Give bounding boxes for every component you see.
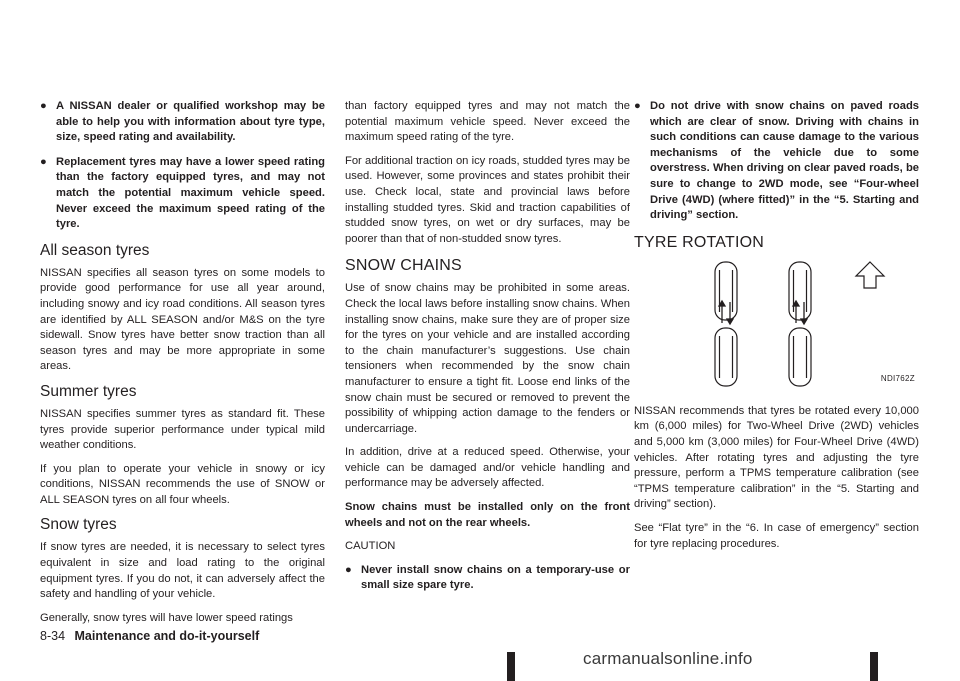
- heading-all-season-tyres: All season tyres: [40, 241, 150, 259]
- paragraph-chains-2: In addition, drive at a reduced speed. Otherwise, your vehicle can be damaged and/or vehicle handling and performance may be adversely affected.: [345, 446, 630, 490]
- bullet-replacement-speed: [40, 155, 325, 233]
- heading-tyre-rotation: TYRE ROTATION: [634, 233, 765, 251]
- paragraph-speed-continued: than factory equipped tyres and may not match the potential maximum vehicle speed. Never exceed the maximum speed rating of the tyre.: [345, 100, 630, 144]
- bullet-paved-roads: [634, 99, 919, 224]
- tyre-rotation-diagram: [634, 258, 919, 390]
- tyre-rear-left-icon: [715, 328, 737, 386]
- section-title: Maintenance and do-it-yourself: [74, 629, 260, 643]
- paragraph-snow-1: If snow tyres are needed, it is necessary to select tyres equivalent in size and load rating to the original equipment tyres. If you do not, it can adversely affect the safety and handling of your vehicle.: [40, 541, 325, 601]
- rotation-diagram-graphic: [634, 258, 919, 390]
- bullet-spare-tyre: [345, 563, 630, 594]
- caution-label: CAUTION: [345, 540, 396, 553]
- bullet-text: Replacement tyres may have a lower speed rating than the factory equipped tyres, and may not match the potential maximum vehicle speed. Never exceed the maximum speed rating of the tyre.: [56, 155, 325, 231]
- bullet-dot: ●: [40, 155, 47, 168]
- figure-code: NDI762Z: [880, 374, 915, 384]
- bullet-dot: ●: [634, 100, 641, 112]
- bullet-text: A NISSAN dealer or qualified workshop may be able to help you with information about tyre type, size, speed rating and availability.: [56, 100, 325, 144]
- paragraph-chains-1: Use of snow chains may be prohibited in some areas. Check the local laws before installing snow chains. When installing snow chains, make sure they are of proper size for the tyres on your vehicle and are installed according to the chain manufacturer’s suggestions. Use chain tensioners when recommended by the snow chain manufacturer to ensure a tight fit. Loose end links of the snow chain must be secured or removed to prevent the possibility of whipping action damage to the fenders or undercarriage.: [345, 282, 630, 435]
- forward-arrow-icon: [856, 262, 884, 288]
- paragraph-rotation-1: NISSAN recommends that tyres be rotated every 10,000 km (6,000 miles) for Two-Wheel Drive (2WD) vehicles and 5,000 km (3,000 miles) for Four-Wheel Drive (4WD) vehicles. After rotating tyres and adjusting the tyre pressure, perform a TPMS temperature calibration (see “TPMS temperature calibration” in the “5. Starting and driving” section).: [634, 404, 919, 511]
- bullet-text: Never install snow chains on a temporary-use or small size spare tyre.: [361, 563, 630, 592]
- paragraph-summer-2: If you plan to operate your vehicle in snowy or icy conditions, NISSAN recommends the use of SNOW or ALL SEASON tyres on all four wheels.: [40, 462, 325, 506]
- heading-snow-tyres: Snow tyres: [40, 516, 117, 534]
- heading-snow-chains: SNOW CHAINS: [345, 257, 462, 275]
- bullet-dot: ●: [345, 563, 352, 576]
- paragraph-summer-1: NISSAN specifies summer tyres as standard fit. These tyres provide superior performance under typical mild weather conditions.: [40, 407, 325, 452]
- scan-bar-right: [870, 652, 878, 681]
- column-3: [634, 99, 919, 560]
- bullet-dot: ●: [40, 100, 47, 112]
- heading-summer-tyres: Summer tyres: [40, 382, 137, 400]
- tyre-rear-right-icon: [789, 328, 811, 386]
- watermark: carmanualsonline.info: [583, 649, 753, 668]
- scan-bar-left: [507, 652, 515, 681]
- page-footer: [40, 629, 259, 643]
- paragraph-front-wheels: Snow chains must be installed only on the front wheels and not on the rear wheels.: [345, 501, 630, 529]
- tyre-front-right-icon: [789, 262, 811, 320]
- column-2: [345, 99, 630, 603]
- bullet-dealer-help: [40, 99, 325, 146]
- page-number: 8-34: [40, 629, 66, 643]
- paragraph-studded-tyres: For additional traction on icy roads, studded tyres may be used. However, some provinces and states prohibit their use. Check local, state and provincial laws before installing studded tyres. Skid and traction capabilities of studded snow tyres, on wet or dry surfaces, may be poorer than that of non-studded snow tyres.: [345, 154, 630, 245]
- paragraph-snow-2: Generally, snow tyres will have lower speed ratings: [40, 611, 293, 624]
- bullet-text: Do not drive with snow chains on paved roads which are clear of snow. Driving with chains in such conditions can cause damage to the various mechanisms of the vehicle due to some overstress. When driving on clear paved roads, be sure to change to 2WD mode, see “Four-wheel Drive (4WD) (where fitted)” in the “5. Starting and driving” section.: [650, 100, 919, 222]
- paragraph-rotation-2: See “Flat tyre” in the “6. In case of emergency” section for tyre replacing procedures.: [634, 521, 919, 550]
- paragraph-all-season: NISSAN specifies all season tyres on some models to provide good performance for use all year around, including snowy and icy road conditions. All season tyres are identified by ALL SEASON and/or M&S on the tyre sidewall. Snow tyres have better snow traction than all season tyres and may be more appropriate in some areas.: [40, 266, 325, 373]
- column-1: [40, 99, 325, 634]
- tyre-front-left-icon: [715, 262, 737, 320]
